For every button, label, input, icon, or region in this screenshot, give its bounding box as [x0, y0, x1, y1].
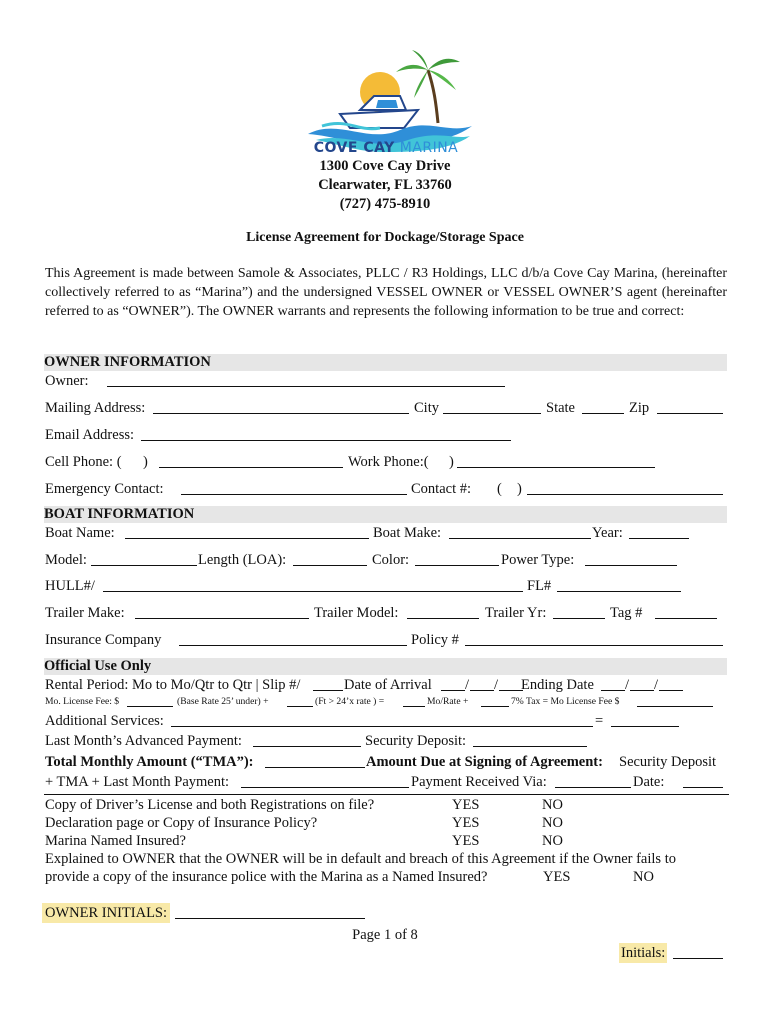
insurance-row [45, 630, 730, 650]
amount-due-label: Amount Due at Signing of Agreement: [366, 754, 603, 770]
length-label: Length (LOA): [198, 552, 287, 568]
contact-paren-open: ( [497, 481, 502, 497]
explained-text-1: Explained to OWNER that the OWNER will be in default and breach of this Agreement if the Owner fails to [45, 851, 676, 867]
power-type-label: Power Type: [501, 552, 575, 568]
mailing-address-label: Mailing Address: [45, 400, 146, 416]
initials-label: Initials: [621, 945, 666, 961]
owner-field[interactable] [107, 371, 505, 387]
tag-field[interactable] [655, 603, 717, 619]
color-field[interactable] [415, 550, 499, 566]
address-line-2: Clearwater, FL 33760 [318, 177, 452, 193]
official-use-heading: Official Use Only [44, 658, 727, 675]
last-month-field[interactable] [253, 731, 361, 747]
phone-number: (727) 475-8910 [339, 196, 431, 212]
hull-row [45, 576, 730, 596]
boat-name-row [45, 523, 730, 543]
address-line-1: 1300 Cove Cay Drive [319, 158, 451, 174]
ft-rate-label: (Ft > 24’x rate ) = [315, 696, 385, 707]
cell-phone-field[interactable] [159, 452, 343, 468]
trailer-model-field[interactable] [407, 603, 479, 619]
explained-no[interactable]: NO [633, 869, 654, 885]
last-month-row [45, 731, 730, 751]
ending-date-label: Ending Date [521, 677, 594, 693]
work-phone-label: Work Phone:( [348, 454, 429, 470]
policy-label: Policy # [411, 632, 459, 648]
additional-services-row [45, 711, 730, 731]
mo-rate-label: Mo/Rate + [427, 696, 469, 707]
owner-information-heading: OWNER INFORMATION [44, 354, 727, 371]
insurance-company-label: Insurance Company [45, 632, 162, 648]
logo-text-cove-cay: COVE CAY [313, 140, 395, 156]
trailer-make-label: Trailer Make: [45, 605, 125, 621]
work-phone-paren: ) [449, 454, 454, 470]
explained-yes[interactable]: YES [543, 869, 571, 885]
owner-row [45, 371, 730, 391]
trailer-row [45, 603, 730, 623]
tma-field[interactable] [265, 752, 365, 768]
contact-number-field[interactable] [527, 479, 723, 495]
mo-license-fee-field[interactable] [637, 694, 713, 707]
ending-year-field[interactable] [659, 675, 683, 691]
rental-period-row [45, 675, 730, 695]
boat-make-field[interactable] [449, 523, 591, 539]
rate-field[interactable] [403, 694, 425, 707]
checklist-yes[interactable]: YES [452, 833, 480, 849]
city-field[interactable] [443, 398, 541, 414]
checklist-question: Marina Named Insured? [45, 833, 186, 849]
arrival-year-field[interactable] [499, 675, 523, 691]
email-address-field[interactable] [141, 425, 511, 441]
tax-label: 7% Tax = Mo License Fee $ [511, 696, 620, 707]
checklist-question: Copy of Driver’s License and both Registrations on file? [45, 797, 375, 813]
trailer-year-field[interactable] [553, 603, 605, 619]
checklist-no[interactable]: NO [542, 815, 563, 831]
emergency-contact-field[interactable] [181, 479, 407, 495]
mailing-address-field[interactable] [153, 398, 409, 414]
checklist-no[interactable]: NO [542, 797, 563, 813]
contact-number-label: Contact #: [411, 481, 472, 497]
page-number: Page 1 of 8 [352, 927, 418, 943]
tma-row [45, 752, 730, 772]
zip-label: Zip [629, 400, 650, 416]
tag-label: Tag # [610, 605, 643, 621]
fl-field[interactable] [557, 576, 681, 592]
emergency-contact-label: Emergency Contact: [45, 481, 164, 497]
phone-row [45, 452, 730, 472]
checklist-yes[interactable]: YES [452, 815, 480, 831]
ending-month-field[interactable] [601, 675, 625, 691]
model-row [45, 550, 730, 570]
arrival-day-field[interactable] [470, 675, 494, 691]
arrival-slash-2: / [494, 677, 499, 693]
date-of-arrival-label: Date of Arrival [344, 677, 432, 693]
explained-text-2: provide a copy of the insurance police with the Marina as a Named Insured? [45, 869, 488, 885]
model-label: Model: [45, 552, 87, 568]
mailing-row [45, 398, 730, 418]
checklist-question: Declaration page or Copy of Insurance Policy? [45, 815, 318, 831]
additional-services-field[interactable] [171, 711, 593, 727]
work-phone-field[interactable] [457, 452, 655, 468]
rental-period-label: Rental Period: Mo to Mo/Qtr to Qtr | Slip #/ [45, 677, 301, 693]
fl-label: FL# [527, 578, 552, 594]
arrival-slash-1: / [465, 677, 470, 693]
hull-label: HULL#/ [45, 578, 95, 594]
payment-via-label: Payment Received Via: [411, 774, 547, 790]
hull-field[interactable] [103, 576, 523, 592]
state-label: State [546, 400, 575, 416]
additional-total-field[interactable] [611, 711, 679, 727]
payment-via-field[interactable] [555, 772, 631, 788]
policy-field[interactable] [465, 630, 723, 646]
email-row [45, 425, 730, 445]
trailer-year-label: Trailer Yr: [485, 605, 547, 621]
owner-label: Owner: [45, 373, 89, 389]
checklist-row [45, 813, 730, 833]
state-field[interactable] [582, 398, 624, 414]
boat-name-label: Boat Name: [45, 525, 115, 541]
logo-text-marina: MARINA [399, 140, 459, 156]
color-label: Color: [372, 552, 410, 568]
year-label: Year: [592, 525, 623, 541]
security-deposit-text: Security Deposit [619, 754, 717, 770]
trailer-model-label: Trailer Model: [314, 605, 399, 621]
checklist-row [45, 831, 730, 851]
owner-initials-row [45, 903, 730, 923]
license-fee-field[interactable] [127, 694, 173, 707]
ending-slash-2: / [654, 677, 659, 693]
ending-day-field[interactable] [630, 675, 654, 691]
zip-field[interactable] [657, 398, 723, 414]
power-type-field[interactable] [585, 550, 677, 566]
owner-initials-field[interactable] [175, 903, 365, 919]
boat-information-heading: BOAT INFORMATION [44, 506, 727, 523]
email-address-label: Email Address: [45, 427, 135, 443]
ft-field[interactable] [287, 694, 313, 707]
checklist-row [45, 795, 730, 815]
additional-services-label: Additional Services: [45, 713, 164, 729]
contact-paren-close: ) [517, 481, 522, 497]
boat-name-field[interactable] [125, 523, 369, 539]
trailer-make-field[interactable] [135, 603, 309, 619]
base-rate-label: (Base Rate 25’ under) + [177, 696, 269, 707]
insurance-company-field[interactable] [179, 630, 407, 646]
license-fee-label: Mo. License Fee: $ [45, 696, 120, 707]
model-field[interactable] [91, 550, 197, 566]
additional-equals: = [595, 713, 604, 729]
cell-phone-paren: ) [143, 454, 148, 470]
emergency-row [45, 479, 730, 499]
tma-plus-field[interactable] [241, 772, 409, 788]
last-month-label: Last Month’s Advanced Payment: [45, 733, 242, 749]
arrival-month-field[interactable] [441, 675, 465, 691]
explained-row-2 [45, 867, 730, 887]
intro-paragraph: This Agreement is made between Samole & Associates, PLLC / R3 Holdings, LLC d/b/a Cove Cay Marina, (hereinafter collectively referred to as “Marina”) and the undersigned VESSEL OWNER or VESSEL OWNER’S agent (hereinafter referred to as “OWNER”). The OWNER warrants and represents the following information to be true and correct: [45, 266, 727, 319]
cove-cay-marina-logo [288, 48, 484, 160]
initials-row [45, 943, 730, 963]
cell-phone-label: Cell Phone: ( [45, 454, 122, 470]
payment-date-field[interactable] [683, 772, 723, 788]
length-field[interactable] [293, 550, 367, 566]
explained-row-1 [45, 849, 730, 869]
address-block [0, 157, 770, 214]
checklist-yes[interactable]: YES [452, 797, 480, 813]
tma-label: Total Monthly Amount (“TMA”): [45, 754, 254, 770]
date-label: Date: [633, 774, 665, 790]
year-field[interactable] [629, 523, 689, 539]
security-deposit-field[interactable] [473, 731, 587, 747]
mo-rate-field[interactable] [481, 694, 509, 707]
security-deposit-label: Security Deposit: [365, 733, 467, 749]
ending-slash-1: / [625, 677, 630, 693]
license-fee-row [45, 694, 730, 710]
initials-field[interactable] [673, 943, 723, 959]
boat-make-label: Boat Make: [373, 525, 442, 541]
owner-initials-label: OWNER INITIALS: [42, 903, 170, 923]
slip-number-field[interactable] [313, 675, 343, 691]
document-title: License Agreement for Dockage/Storage Space [246, 230, 524, 245]
city-label: City [414, 400, 439, 416]
checklist-no[interactable]: NO [542, 833, 563, 849]
tma-plus-label: + TMA + Last Month Payment: [45, 774, 230, 790]
tma-plus-row [45, 772, 730, 792]
